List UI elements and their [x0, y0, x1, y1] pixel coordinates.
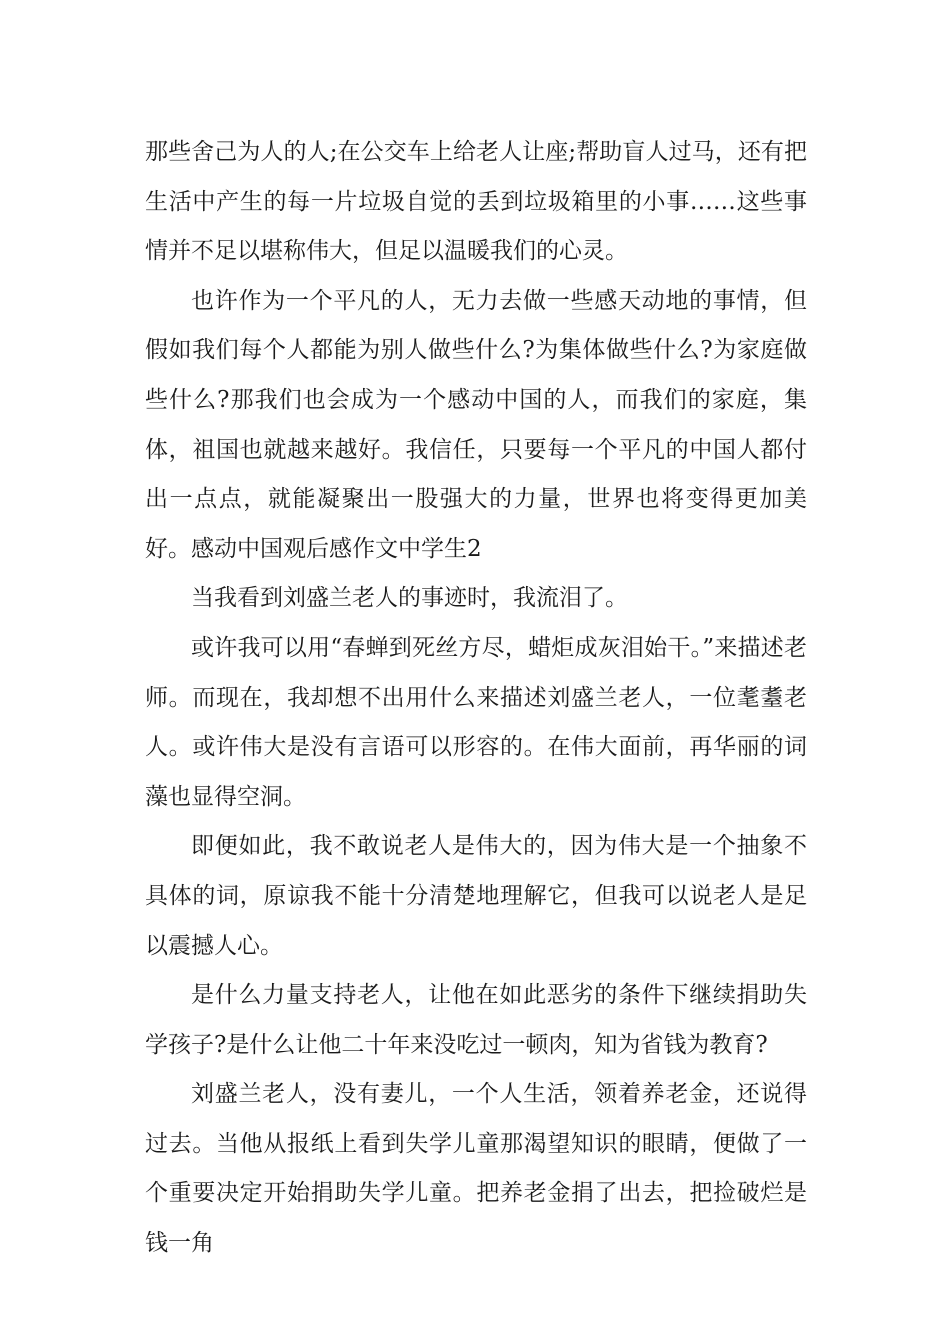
paragraph-1: 那些舍己为人的人;在公交车上给老人让座;帮助盲人过马，还有把生活中产生的每一片垃圾自觉的丢到垃圾箱里的小事……这些事情并不足以堪称伟大，但足以温暖我们的心灵。 [145, 139, 807, 265]
paragraph-6: 是什么力量支持老人，让他在如此恶劣的条件下继续捐助失学孩子?是什么让他二十年来没吃过一顿肉，知为省钱为教育? [145, 982, 807, 1058]
document-page [145, 128, 807, 1269]
paragraph-5: 即便如此，我不敢说老人是伟大的，因为伟大是一个抽象不具体的词，原谅我不能十分清楚地理解它，但我可以说老人是足以震撼人心。 [145, 833, 807, 959]
paragraph-2: 也许作为一个平凡的人，无力去做一些感天动地的事情，但假如我们每个人都能为别人做些什么?为集体做些什么?为家庭做些什么?那我们也会成为一个感动中国的人，而我们的家庭，集体，祖国也就越来越好。我信任，只要每一个平凡的中国人都付出一点点，就能凝聚出一股强大的力量，世界也将变得更加美好。感动中国观后感作文中学生2 [145, 287, 807, 562]
paragraph-3: 当我看到刘盛兰老人的事迹时，我流泪了。 [191, 585, 628, 612]
paragraph-7: 刘盛兰老人，没有妻儿，一个人生活，领着养老金，还说得过去。当他从报纸上看到失学儿童那渴望知识的眼睛，便做了一个重要决定开始捐助失学儿童。把养老金捐了出去，把捡破烂是钱一角 [145, 1081, 807, 1257]
paragraph-4: 或许我可以用“春蝉到死丝方尽，蜡炬成灰泪始干。”来描述老师。而现在，我却想不出用什么来描述刘盛兰老人，一位耄耋老人。或许伟大是没有言语可以形容的。在伟大面前，再华丽的词藻也显得空洞。 [145, 634, 807, 810]
